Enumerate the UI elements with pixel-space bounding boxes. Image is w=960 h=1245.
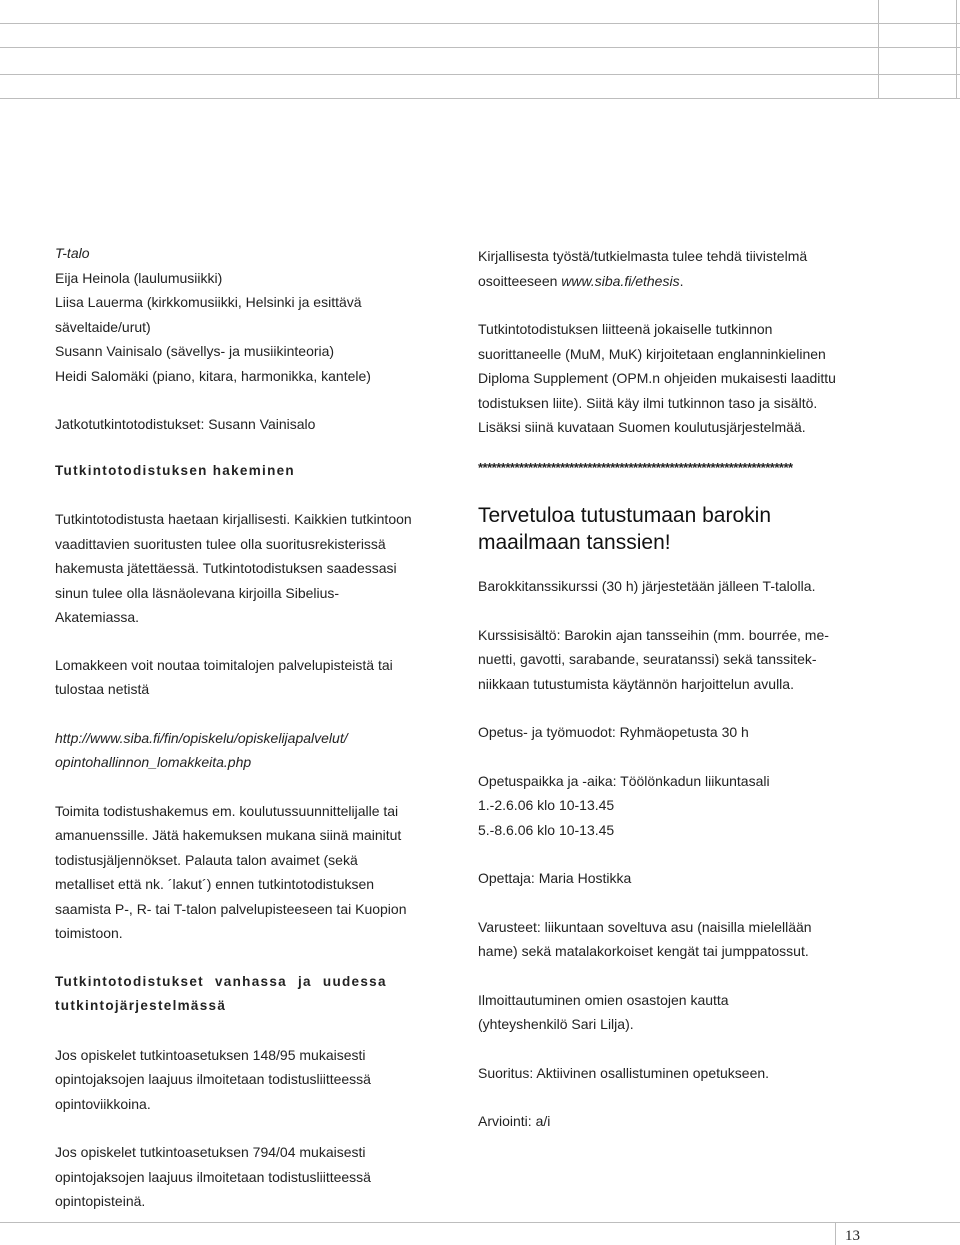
header-rule-4 xyxy=(0,98,960,99)
course-teacher: Opettaja: Maria Hostikka xyxy=(478,870,632,886)
text-line: todistuksen liite). Siitä käy ilmi tutkinnon taso ja sisältö. xyxy=(478,394,818,411)
text-line: (yhteyshenkilö Sari Lilja). xyxy=(478,1016,634,1032)
asterisk-separator: ********************************************************************* xyxy=(478,459,793,475)
text-line: opintojaksojen laajuus ilmoitetaan todistusliitteessä xyxy=(55,1071,371,1087)
text-line: Varusteet: liikuntaan soveltuva asu (naisilla mielellään xyxy=(478,918,812,935)
heading-line: Tervetuloa tutustumaan barokin xyxy=(478,504,772,527)
text-line: Kirjallisesta työstä/tutkielmasta tulee tehdä tiivistelmä xyxy=(478,248,808,264)
text-line: Kurssisisältö: Barokin ajan tansseihin (mm. bourrée, me- xyxy=(478,626,829,643)
text-line: Lisäksi siinä kuvataan Suomen koulutusjärjestelmää. xyxy=(478,419,806,435)
text-line: vaadittavien suoritusten tulee olla suoritusrekisterissä xyxy=(55,535,386,552)
text-line: Tutkintotodistusta haetaan kirjallisesti. Kaikkien tutkintoon xyxy=(55,511,412,527)
text-line: opintojaksojen laajuus ilmoitetaan todistusliitteessä xyxy=(55,1168,371,1185)
text-line: hame) sekä matalakorkoiset kengät tai jumppatossut. xyxy=(478,943,809,959)
course-place-time xyxy=(478,769,878,843)
paragraph-deliver xyxy=(55,799,465,946)
header-rule-3 xyxy=(0,74,960,75)
text-line: Ilmoittautuminen omien osastojen kautta xyxy=(478,991,729,1008)
text-line: Akatemiassa. xyxy=(55,609,140,625)
text-line: Diploma Supplement (OPM.n ohjeiden mukaisesti laadittu xyxy=(478,370,836,386)
paragraph-old-system xyxy=(55,1043,465,1117)
header-vertical-rule-1 xyxy=(878,0,879,98)
text-line: 1.-2.6.06 klo 10-13.45 xyxy=(478,797,615,813)
url-line[interactable]: http://www.siba.fi/fin/opiskelu/opiskelijapalvelut/ xyxy=(55,729,348,746)
staff-title: T-talo xyxy=(55,245,90,261)
text-line: Tutkintotodistuksen liitteenä jokaiselle tutkinnon xyxy=(478,321,773,337)
heading-line: tutkintojärjestelmässä xyxy=(55,998,227,1013)
header-rule-1 xyxy=(0,23,960,24)
text-line: todistusjäljennökset. Palauta talon avaimet (sekä xyxy=(55,851,358,868)
text-line: Jos opiskelet tutkintoasetuksen 148/95 mukaisesti xyxy=(55,1046,366,1063)
course-intro: Barokkitanssikurssi (30 h) järjestetään jälleen T-talolla. xyxy=(478,578,816,594)
heading-systems xyxy=(55,970,465,1019)
text-line: nuetti, gavotti, sarabande, seuratanssi) sekä tanssitek- xyxy=(478,651,817,667)
text-line: amanuenssille. Jätä hakemuksen mukana siinä mainitut xyxy=(55,827,402,843)
text-line: opintoviikkoina. xyxy=(55,1095,151,1112)
text-line: toimistoon. xyxy=(55,925,123,941)
paragraph-new-system xyxy=(55,1140,465,1214)
teaching-methods: Opetus- ja työmuodot: Ryhmäopetusta 30 h xyxy=(478,724,749,740)
staff-line: Susann Vainisalo (sävellys- ja musiikinteoria) xyxy=(55,343,335,359)
course-content xyxy=(478,623,878,697)
heading-line: Tutkintotodistukset vanhassa ja uudessa xyxy=(55,973,387,989)
text-line: Lomakkeen voit noutaa toimitalojen palvelupisteistä tai xyxy=(55,656,393,673)
page-number: 13 xyxy=(845,1228,860,1244)
heading-line: maailmaan tanssien! xyxy=(478,531,671,554)
text-line: Toimita todistushakemus em. koulutussuunnittelijalle tai xyxy=(55,802,399,819)
footer-vertical-rule xyxy=(835,1222,836,1245)
text-line: Opetuspaikka ja -aika: Töölönkadun liikuntasali xyxy=(478,772,770,789)
left-column xyxy=(55,241,465,1214)
staff-line: Eija Heinola (laulumusiikki) xyxy=(55,269,223,286)
staff-line: Heidi Salomäki (piano, kitara, harmonikka, kantele) xyxy=(55,367,371,384)
header-rule-2 xyxy=(0,47,960,48)
paragraph-forms xyxy=(55,653,465,702)
text-line: tulostaa netistä xyxy=(55,681,150,697)
text-fragment: . xyxy=(679,272,684,289)
text-line xyxy=(478,269,878,294)
paragraph-apply xyxy=(55,507,465,630)
staff-line: Liisa Lauerma (kirkkomusiikki, Helsinki ja esittävä xyxy=(55,294,362,310)
staff-line: säveltaide/urut) xyxy=(55,318,151,335)
ethesis-link[interactable]: www.siba.fi/ethesis xyxy=(561,272,680,289)
paragraph-diploma xyxy=(478,317,878,440)
course-equipment xyxy=(478,915,878,964)
course-signup xyxy=(478,988,878,1037)
text-line: saamista P-, R- tai T-talon palvelupisteeseen tai Kuopion xyxy=(55,900,407,917)
forms-url-link[interactable] xyxy=(55,726,465,775)
welcome-heading xyxy=(478,502,878,556)
text-line: hakemusta jätettäessä. Tutkintotodistuksen saadessasi xyxy=(55,560,397,576)
course-completion: Suoritus: Aktiivinen osallistuminen opetukseen. xyxy=(478,1064,770,1081)
text-line: sinun tulee olla läsnäolevana kirjoilla Sibelius- xyxy=(55,584,340,601)
footer-rule xyxy=(0,1222,960,1223)
text-line: 5.-8.6.06 klo 10-13.45 xyxy=(478,821,615,838)
text-line: Jos opiskelet tutkintoasetuksen 794/04 mukaisesti xyxy=(55,1144,366,1160)
header-vertical-rule-2 xyxy=(956,0,957,98)
text-line: suorittaneelle (MuM, MuK) kirjoitetaan englanninkielinen xyxy=(478,345,826,362)
text-line: metalliset että nk. ´lakut´) ennen tutkintotodistuksen xyxy=(55,876,375,892)
text-line: niikkaan tutustumista käytännön harjoittelun avulla. xyxy=(478,675,794,692)
paragraph-thesis xyxy=(478,244,878,293)
right-column xyxy=(478,244,878,1134)
url-line[interactable]: opintohallinnon_lomakkeita.php xyxy=(55,754,252,770)
text-line: opintopisteinä. xyxy=(55,1193,146,1209)
text-fragment: osoitteeseen xyxy=(478,272,562,289)
course-grading: Arviointi: a/i xyxy=(478,1113,551,1129)
heading-application: Tutkintotodistuksen hakeminen xyxy=(55,462,295,478)
postgrad-contact: Jatkotutkintotodistukset: Susann Vainisalo xyxy=(55,416,316,432)
